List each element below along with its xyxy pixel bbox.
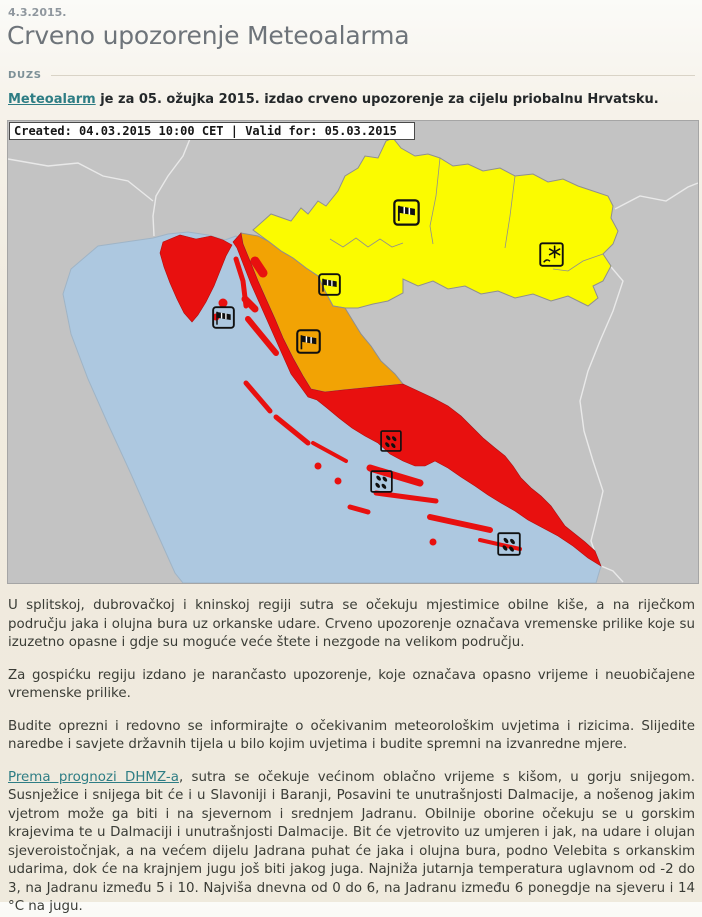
forecast-text: , sutra se očekuje većinom oblačno vrijeme s kišom, u gorju snijegom. Susnježice i snijega bit će i u Slavoniji i Baranji, Posavini te unutrašnjosti Dalmacije, a nošenog jakim vjetrom može ga biti i na sjevernom i srednjem Jadranu. Obilnije oborine očekuju se u gorskim krajevima te u Dalmaciji i unutrašnjosti Dalmacije. Bit će vjetrovito uz umjeren i jak, na udare i olujan sjeveroistočnjak, a na većem dijelu Jadrana puhat će jaka i olujna bura, podno Velebita s orkanskim udarima, dok će na krajnjem jugu još biti jakog juga. Najniža jutarnja temperatura uglavnom od -2 do 3, na Jadranu između 5 i 10. Najviša dnevna od 0 do 6, na Jadranu između 6 ponegdje na sjeveru i 14 °C na jugu. [8,769,695,915]
article-date: 4.3.2015. [8,6,67,19]
horizontal-rule [51,75,695,76]
wind-warning-icon [296,329,321,354]
meteoalarm-link[interactable]: Meteoalarm [8,91,96,107]
intro-text: je za 05. ožujka 2015. izdao crveno upozorenje za cijelu priobalnu Hrvatsku. [95,91,659,107]
paragraph-red-warning: U splitskoj, dubrovačkoj i kninskoj regiji sutra se očekuju mjestimice obilne kiše, a na riječkom području jaka i olujna bura uz orkanske udare. Crveno upozorenje označava vremenske prilike koje su izuzetno opasne i gdje su moguće veće štete i nezgode na velikom području. [8,598,695,651]
source-row [8,70,695,81]
paragraph-orange-warning: Za gospićku regiju izdano je narančasto upozorenje, koje označava opasno vrijeme i neuobičajene vremenske prilike. [8,667,695,702]
rain-warning-icon [497,532,521,556]
paragraph-advice: Budite oprezni i redovno se informirajte o očekivanim meteorološkim uvjetima i rizicima. Slijedite naredbe i savjete državnih tijela u bilo kojim uvjetima i budite spremni na izvanredne mjere. [8,718,695,753]
source-label: DUZS [8,69,42,81]
rain-warning-icon [380,430,402,452]
paragraph-forecast [8,769,695,917]
wind-warning-icon [212,306,235,329]
intro-sentence [8,92,695,109]
dhmz-forecast-link[interactable]: Prema prognozi DHMZ-a [8,769,179,785]
snow-warning-icon [539,242,564,267]
rain-warning-icon [370,470,393,493]
page-title: Crveno upozorenje Meteoalarma [7,21,410,50]
warning-map [7,120,699,584]
wind-warning-icon [393,199,420,226]
wind-warning-icon [318,273,341,296]
map-timestamp-bar: Created: 04.03.2015 10:00 CET | Valid for: 05.03.2015 [9,122,415,140]
croatia-warning-map-graphic [8,121,698,583]
